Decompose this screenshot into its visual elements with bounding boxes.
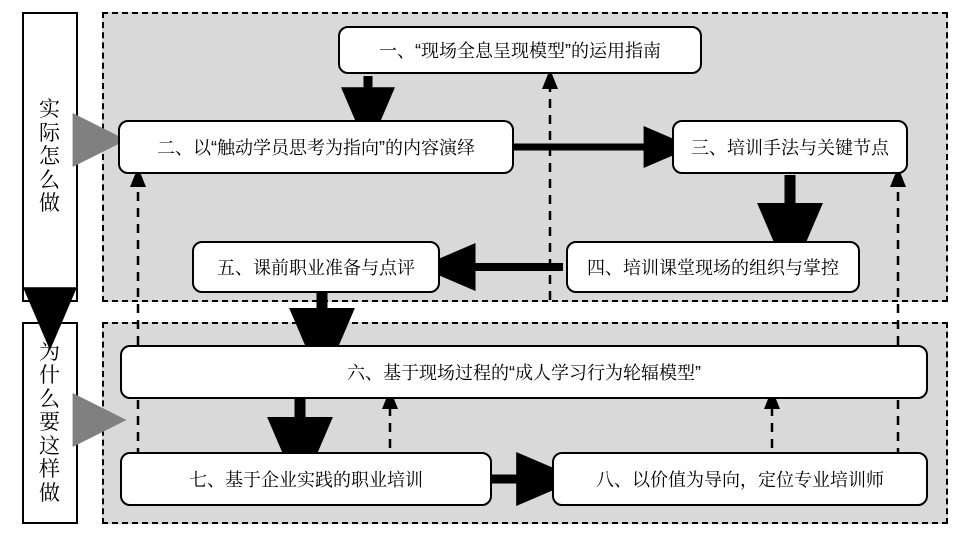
node-n4-label: 四、培训课堂现场的组织与掌控	[587, 258, 839, 278]
node-n5-label: 五、课前职业准备与点评	[217, 258, 415, 278]
node-n6[interactable]	[120, 345, 928, 399]
node-n5[interactable]	[192, 241, 440, 293]
node-n7[interactable]	[120, 452, 492, 506]
node-n2-label: 二、以“触动学员思考为指向”的内容演绎	[157, 138, 475, 158]
node-n1-label: 一、“现场全息呈现模型”的运用指南	[379, 41, 661, 61]
side-label-practical-text: 实际怎么做	[39, 98, 61, 216]
node-n4[interactable]	[566, 241, 860, 293]
node-n3[interactable]	[672, 120, 908, 174]
node-n8[interactable]	[552, 452, 928, 506]
node-n2[interactable]	[118, 120, 514, 174]
node-n1[interactable]	[338, 26, 702, 74]
node-n6-label: 六、基于现场过程的“成人学习行为轮辐模型”	[347, 363, 701, 383]
node-n7-label: 七、基于企业实践的职业培训	[189, 470, 423, 490]
side-label-rationale-text: 为什么要这样做	[39, 340, 61, 505]
node-n3-label: 三、培训手法与关键节点	[691, 138, 889, 158]
node-n8-label: 八、以价值为导向，定位专业培训师	[596, 470, 884, 490]
